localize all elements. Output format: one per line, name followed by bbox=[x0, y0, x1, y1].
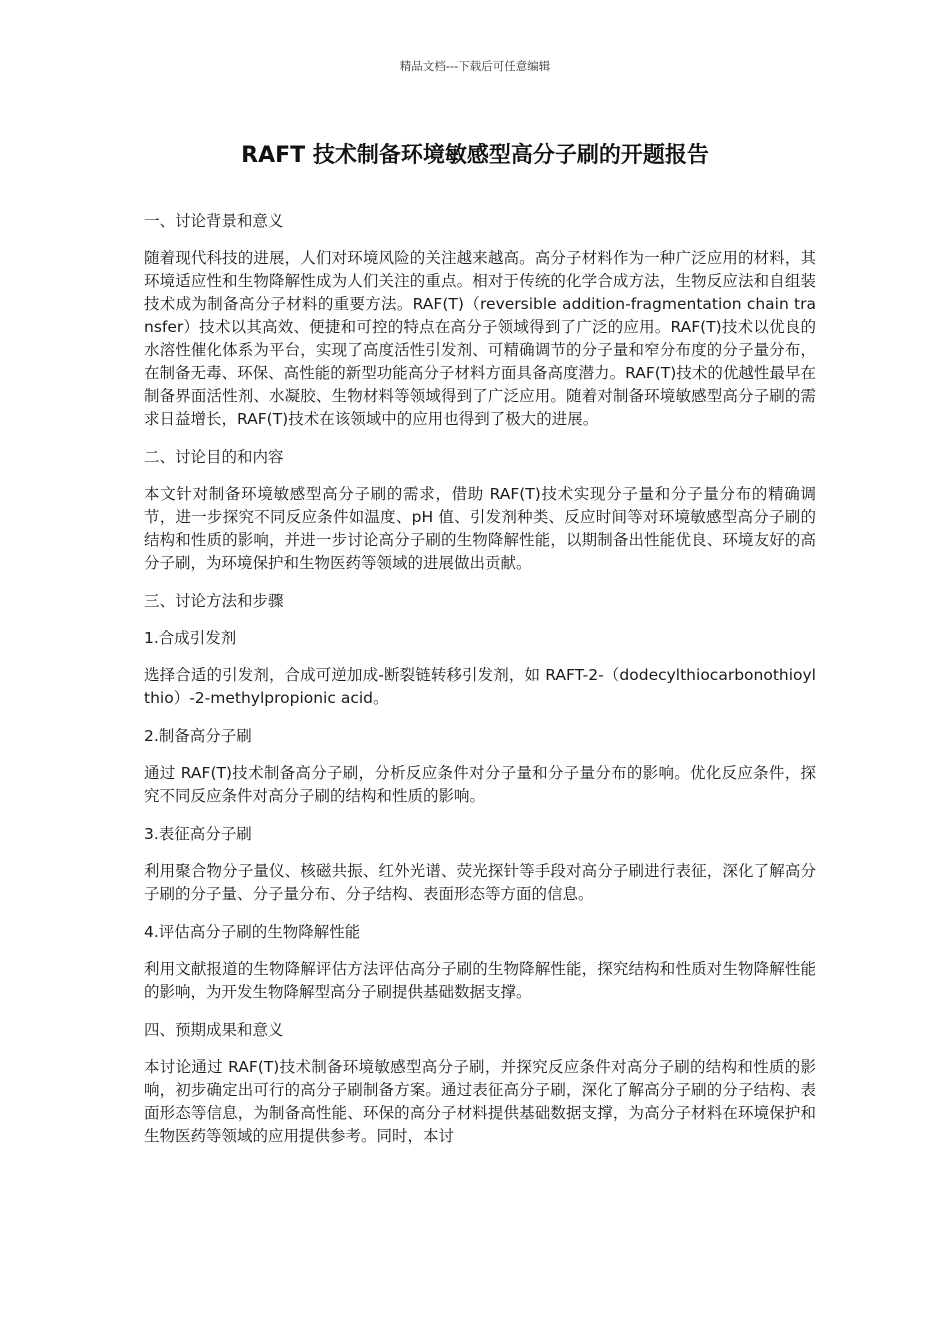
subheading-characterization: 3.表征高分子刷 bbox=[144, 825, 252, 843]
section-heading-purpose: 二、讨论目的和内容 bbox=[144, 448, 284, 466]
subheading-preparation: 2.制备高分子刷 bbox=[144, 727, 252, 745]
paragraph-purpose: 本文针对制备环境敏感型高分子刷的需求，借助 RAF(T)技术实现分子量和分子量分布的精确调节，进一步探究不同反应条件如温度、pH 值、引发剂种类、反应时间等对环境敏感型高分子刷的结构和性质的影响，并进一步讨论高分子刷的生物降解性能，以期制备出性能优良、环境友好的高分子刷，为环境保护和生物医药等领域的进展做出贡献。 bbox=[144, 485, 816, 572]
paragraph-preparation: 通过 RAF(T)技术制备高分子刷，分析反应条件对分子量和分子量分布的影响。优化反应条件，探究不同反应条件对高分子刷的结构和性质的影响。 bbox=[144, 764, 816, 805]
section-heading-methods: 三、讨论方法和步骤 bbox=[144, 592, 284, 610]
paragraph-biodegradation: 利用文献报道的生物降解评估方法评估高分子刷的生物降解性能，探究结构和性质对生物降解性能的影响，为开发生物降解型高分子刷提供基础数据支撑。 bbox=[144, 960, 816, 1001]
document-body bbox=[144, 210, 816, 1163]
paragraph-expected-results: 本讨论通过 RAF(T)技术制备环境敏感型高分子刷，并探究反应条件对高分子刷的结构和性质的影响，初步确定出可行的高分子刷制备方案。通过表征高分子刷，深化了解高分子刷的分子结构、表面形态等信息，为制备高性能、环保的高分子材料提供基础数据支撑，为高分子材料在环境保护和生物医药等领域的应用提供参考。同时，本讨 bbox=[144, 1058, 816, 1145]
section-heading-expected-results: 四、预期成果和意义 bbox=[144, 1021, 284, 1039]
paragraph-background: 随着现代科技的进展，人们对环境风险的关注越来越高。高分子材料作为一种广泛应用的材料，其环境适应性和生物降解性成为人们关注的重点。相对于传统的化学合成方法，生物反应法和自组装技术成为制备高分子材料的重要方法。RAF(T)（reversible addition-fragmentation chain transfer）技术以其高效、便捷和可控的特点在高分子领域得到了广泛的应用。RAF(T)技术以优良的水溶性催化体系为平台，实现了高度活性引发剂、可精确调节的分子量和窄分布度的分子量分布，在制备无毒、环保、高性能的新型功能高分子材料方面具备高度潜力。RAF(T)技术的优越性最早在制备界面活性剂、水凝胶、生物材料等领域得到了广泛应用。随着对制备环境敏感型高分子刷的需求日益增长，RAF(T)技术在该领域中的应用也得到了极大的进展。 bbox=[144, 249, 816, 428]
paragraph-initiator: 选择合适的引发剂，合成可逆加成-断裂链转移引发剂，如 RAFT-2-（dodecylthiocarbonothioylthio）-2-methylpropionic acid。 bbox=[144, 666, 816, 707]
header-note: 精品文档---下载后可任意编辑 bbox=[399, 59, 551, 73]
paragraph-characterization: 利用聚合物分子量仪、核磁共振、红外光谱、荧光探针等手段对高分子刷进行表征，深化了解高分子刷的分子量、分子量分布、分子结构、表面形态等方面的信息。 bbox=[144, 862, 816, 903]
section-heading-background: 一、讨论背景和意义 bbox=[144, 212, 284, 230]
document-title: RAFT 技术制备环境敏感型高分子刷的开题报告 bbox=[241, 143, 709, 168]
subheading-initiator: 1.合成引发剂 bbox=[144, 629, 237, 647]
subheading-biodegradation: 4.评估高分子刷的生物降解性能 bbox=[144, 923, 361, 941]
